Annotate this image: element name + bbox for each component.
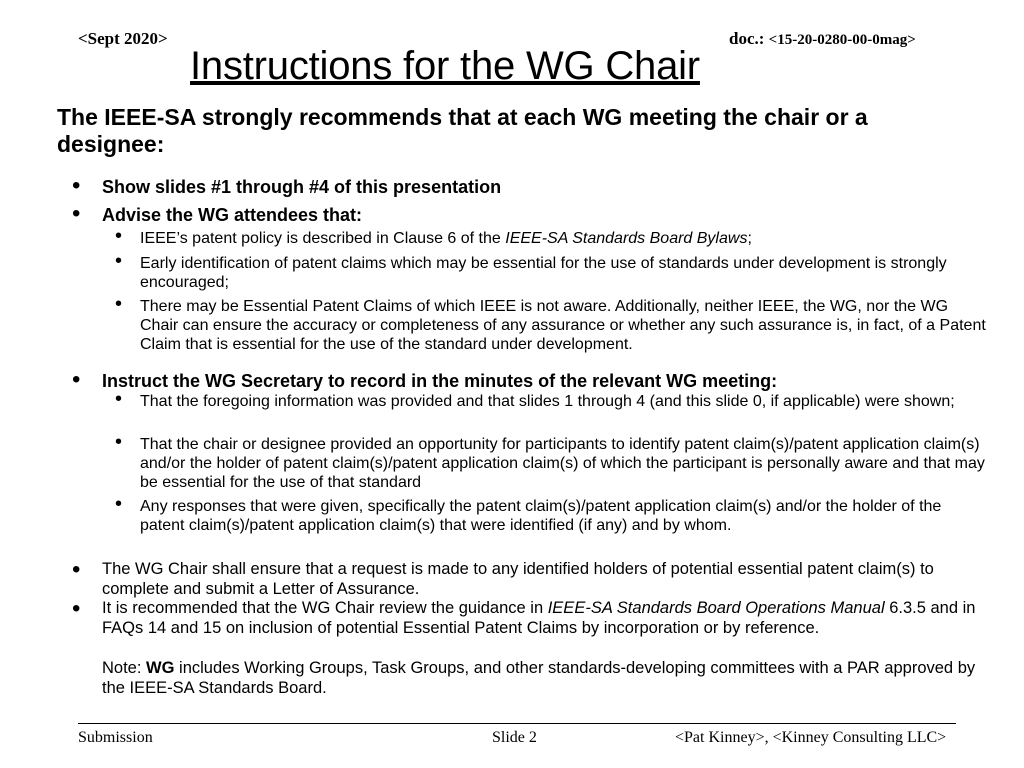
bullet-dot: • [72, 200, 81, 227]
doc-prefix: doc.: [729, 29, 769, 48]
text-run: ; [747, 230, 752, 247]
bullet-text [102, 599, 997, 638]
note-bold-wg: WG [146, 659, 175, 677]
sub-bullet-text: There may be Essential Patent Claims of which IEEE is not aware. Additionally, neither IEEE, the WG, nor the WG Chair can ensure the accuracy or completeness of any assurance or whether any such assurance is, in fact, of a Patent Claim that is essential for the use of the standard under development. [140, 298, 986, 353]
bullet-dot: • [115, 293, 123, 315]
note-prefix: Note: [102, 659, 147, 677]
note-text [102, 659, 997, 698]
slide-title: Instructions for the WG Chair [190, 44, 700, 88]
footer-divider [78, 723, 956, 724]
bullet-text: The WG Chair shall ensure that a request is made to any identified holders of potential essential patent claim(s) to complete and submit a Letter of Assurance. [102, 560, 934, 598]
text-run: It is recommended that the WG Chair review the guidance in [102, 599, 548, 617]
sub-bullet-text [140, 229, 990, 248]
footer-slide-number: Slide 2 [492, 729, 537, 746]
bullet-dot: • [115, 250, 123, 272]
bullet-dot: • [72, 595, 81, 622]
bullet-dot: • [115, 493, 123, 515]
bullet-dot: • [72, 556, 81, 583]
header-date: <Sept 2020> [78, 29, 168, 48]
footer-submission: Submission [78, 729, 153, 746]
sub-bullet-text: That the foregoing information was provided and that slides 1 through 4 (and this slide 0, if applicable) were shown; [140, 393, 955, 410]
doc-number: <15-20-0280-00-0mag> [768, 32, 916, 48]
note-body: includes Working Groups, Task Groups, and other standards-developing committees with a PAR approved by the IEEE-SA Standards Board. [102, 659, 976, 697]
sub-bullet-text: Any responses that were given, specifically the patent claim(s)/patent application claim(s) and/or the holder of the patent claim(s)/patent application claim(s) that were identified (if any) and by whom. [140, 498, 942, 534]
sub-bullet-text: That the chair or designee provided an opportunity for participants to identify patent claim(s)/patent application claim(s) and/or the holder of patent claim(s)/patent application claim(s) of which the participant is personally aware and that may be essential for the use of that standard [140, 436, 985, 491]
bylaws-title: IEEE-SA Standards Board Bylaws [505, 230, 748, 247]
bullet-dot: • [115, 388, 123, 410]
bullet-dot: • [115, 225, 123, 247]
bullet-text: Advise the WG attendees that: [102, 205, 363, 225]
bullet-dot: • [72, 366, 81, 393]
operations-manual-title: IEEE-SA Standards Board Operations Manual [547, 599, 885, 617]
intro-text: The IEEE-SA strongly recommends that at each WG meeting the chair or a designee: [57, 104, 868, 157]
text-run: IEEE’s patent policy is described in Clause 6 of the [140, 230, 506, 247]
bullet-text: Instruct the WG Secretary to record in the minutes of the relevant WG meeting: [102, 371, 778, 391]
header-doc-id [729, 29, 916, 49]
bullet-dot: • [115, 431, 123, 453]
footer-author: <Pat Kinney>, <Kinney Consulting LLC> [675, 729, 947, 746]
sub-bullet-text: Early identification of patent claims which may be essential for the use of standards under development is strongly encouraged; [140, 255, 947, 291]
text-run: 6.3.5 and in FAQs 14 and 15 on inclusion of potential Essential Patent Claims by incorporation or by reference. [102, 599, 976, 637]
bullet-dot: • [72, 172, 81, 199]
bullet-text: Show slides #1 through #4 of this presentation [102, 177, 502, 197]
